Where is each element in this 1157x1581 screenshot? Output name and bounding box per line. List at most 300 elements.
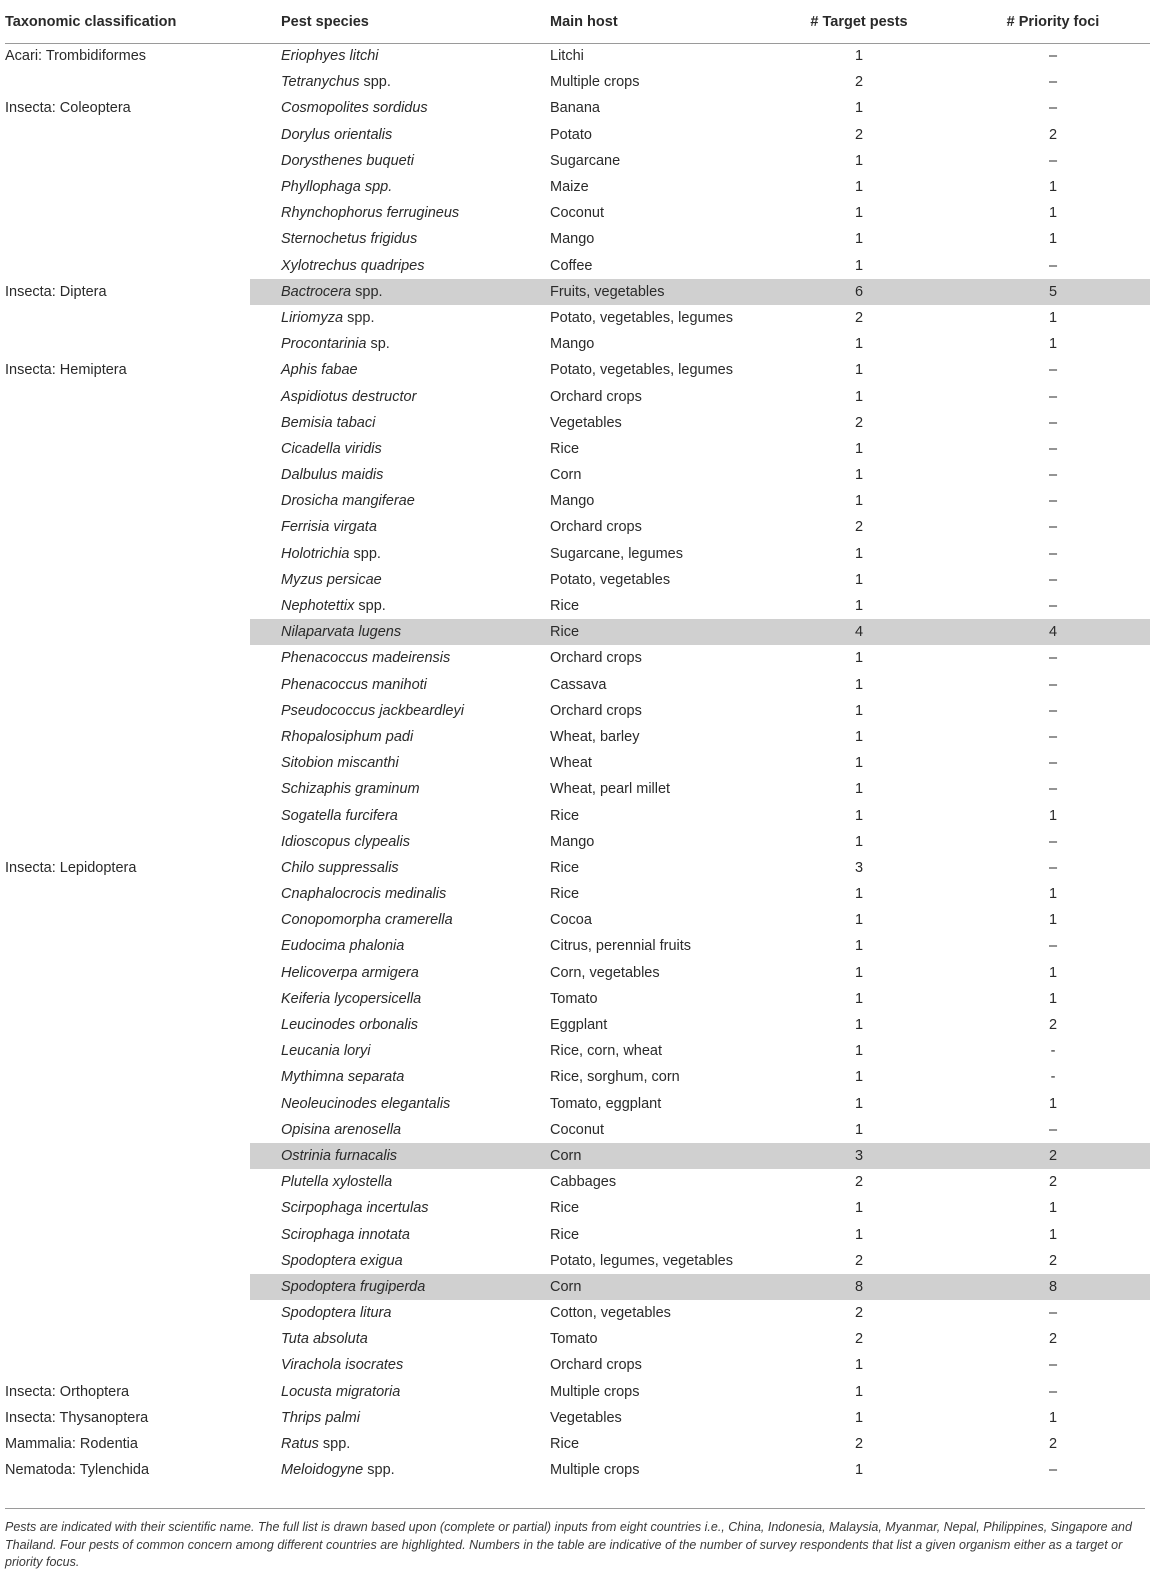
target-pests-cell: 2 bbox=[854, 1305, 864, 1322]
taxonomic-classification-cell: Insecta: Thysanoptera bbox=[5, 1409, 149, 1426]
priority-foci-cell: 4 bbox=[956, 619, 1150, 645]
table-row bbox=[5, 436, 1150, 462]
target-pests-cell: 1 bbox=[854, 336, 864, 353]
pest-species-cell bbox=[250, 95, 515, 121]
priority-foci-cell: - bbox=[1050, 1043, 1056, 1060]
taxonomic-classification-cell bbox=[5, 1169, 250, 1195]
pest-species-cell bbox=[250, 1326, 515, 1352]
table-row bbox=[5, 43, 1150, 69]
species-name: Idioscopus clypealis bbox=[281, 833, 410, 850]
main-host-cell: Orchard crops bbox=[550, 388, 642, 405]
priority-foci-cell: – bbox=[1048, 676, 1058, 693]
priority-foci-cell: – bbox=[1048, 74, 1058, 91]
main-host-cell: Mango bbox=[550, 493, 595, 510]
pest-species-cell bbox=[250, 1064, 515, 1090]
table-row bbox=[5, 1431, 1150, 1457]
pest-table bbox=[5, 0, 1150, 1483]
taxonomic-classification-cell bbox=[5, 226, 250, 252]
target-pests-cell: 1 bbox=[854, 938, 864, 955]
pest-species-cell bbox=[250, 462, 515, 488]
table-row bbox=[5, 802, 1150, 828]
species-name: Plutella xylostella bbox=[281, 1174, 393, 1191]
priority-foci-cell: – bbox=[1048, 938, 1058, 955]
pest-species-cell bbox=[250, 1248, 515, 1274]
pest-species-cell bbox=[250, 933, 515, 959]
target-pests-cell: 1 bbox=[854, 1043, 864, 1060]
table-row bbox=[5, 279, 1150, 305]
species-name: Liriomyza bbox=[281, 309, 344, 326]
main-host-cell: Wheat, pearl millet bbox=[550, 781, 671, 798]
species-name: Cosmopolites sordidus bbox=[281, 100, 428, 117]
target-pests-cell: 2 bbox=[854, 1436, 864, 1453]
table-row bbox=[5, 122, 1150, 148]
species-name: Locusta migratoria bbox=[281, 1383, 401, 1400]
target-pests-cell: 3 bbox=[854, 859, 864, 876]
main-host-cell: Rice bbox=[550, 1226, 580, 1243]
pest-species-cell bbox=[250, 514, 515, 540]
main-host-cell: Potato, legumes, vegetables bbox=[550, 1252, 733, 1269]
table-row bbox=[5, 410, 1150, 436]
pest-species-cell bbox=[250, 907, 515, 933]
priority-foci-cell: 1 bbox=[1048, 807, 1058, 824]
target-pests-cell: 1 bbox=[854, 1200, 864, 1217]
pest-species-cell bbox=[250, 148, 515, 174]
pest-species-cell bbox=[250, 1091, 515, 1117]
pest-species-cell bbox=[250, 829, 515, 855]
species-name: Tuta absoluta bbox=[281, 1331, 368, 1348]
table-row bbox=[5, 1143, 1150, 1169]
pest-species-cell bbox=[250, 802, 515, 828]
species-name: Myzus persicae bbox=[281, 571, 382, 588]
target-pests-cell: 6 bbox=[762, 279, 956, 305]
priority-foci-cell: 1 bbox=[1048, 1226, 1058, 1243]
table-row bbox=[5, 593, 1150, 619]
taxonomic-classification-cell bbox=[5, 645, 250, 671]
main-host-cell: Vegetables bbox=[550, 1409, 622, 1426]
taxonomic-classification-cell bbox=[5, 1143, 250, 1169]
target-pests-cell: 2 bbox=[854, 126, 864, 143]
species-name: Rhopalosiphum padi bbox=[281, 728, 414, 745]
target-pests-cell: 2 bbox=[854, 309, 864, 326]
table-row bbox=[5, 855, 1150, 881]
target-pests-cell: 1 bbox=[854, 467, 864, 484]
header-main-host: Main host bbox=[515, 0, 762, 43]
taxonomic-classification-cell bbox=[5, 698, 250, 724]
pest-species-cell bbox=[250, 1195, 515, 1221]
species-name: Scirophaga innotata bbox=[281, 1226, 410, 1243]
species-name: Phenacoccus manihoti bbox=[281, 676, 427, 693]
table-row bbox=[5, 1274, 1150, 1300]
pest-species-cell bbox=[250, 724, 515, 750]
header-pest-species: Pest species bbox=[250, 0, 515, 43]
main-host-cell: Fruits, vegetables bbox=[515, 279, 762, 305]
target-pests-cell: 1 bbox=[854, 755, 864, 772]
pest-species-cell bbox=[250, 122, 515, 148]
priority-foci-cell: – bbox=[1048, 728, 1058, 745]
pest-species-cell bbox=[250, 960, 515, 986]
species-name: Eudocima phalonia bbox=[281, 938, 405, 955]
target-pests-cell: 1 bbox=[854, 728, 864, 745]
main-host-cell: Coconut bbox=[550, 1121, 605, 1138]
priority-foci-cell: – bbox=[1048, 650, 1058, 667]
main-host-cell: Rice bbox=[550, 807, 580, 824]
taxonomic-classification-cell bbox=[5, 1300, 250, 1326]
main-host-cell: Tomato bbox=[550, 990, 598, 1007]
main-host-cell: Rice bbox=[550, 598, 580, 615]
taxonomic-classification-cell: Acari: Trombidiformes bbox=[5, 48, 147, 65]
pest-species-cell bbox=[250, 645, 515, 671]
table-row bbox=[5, 933, 1150, 959]
pest-species-cell bbox=[250, 436, 515, 462]
priority-foci-cell: – bbox=[1048, 362, 1058, 379]
main-host-cell: Orchard crops bbox=[550, 1357, 642, 1374]
table-row bbox=[5, 567, 1150, 593]
table-row bbox=[5, 174, 1150, 200]
priority-foci-cell: – bbox=[1048, 571, 1058, 588]
species-name: Spodoptera frugiperda bbox=[281, 1278, 426, 1295]
target-pests-cell: 1 bbox=[854, 440, 864, 457]
taxonomic-classification-cell bbox=[5, 122, 250, 148]
table-row bbox=[5, 750, 1150, 776]
pest-species-cell bbox=[250, 69, 515, 95]
target-pests-cell: 1 bbox=[854, 48, 864, 65]
species-name: Virachola isocrates bbox=[281, 1357, 404, 1374]
taxonomic-classification-cell bbox=[5, 1038, 250, 1064]
taxonomic-classification-cell bbox=[5, 1117, 250, 1143]
table-footnote: Pests are indicated with their scientific name. The full list is drawn based upon (complete or partial) inputs from eight countries i.e., China, Indonesia, Malaysia, Myanmar, Nepal, Philippines, Singapore and Thailand. Four pests of common concern among different countries are highlighted. Numbers in the table are indicative of the number of survey respondents that list a given organism either as a target or priority focus. bbox=[5, 1508, 1145, 1572]
pest-species-cell bbox=[250, 331, 515, 357]
main-host-cell: Rice, sorghum, corn bbox=[550, 1069, 680, 1086]
priority-foci-cell: – bbox=[1048, 598, 1058, 615]
table-row bbox=[5, 1326, 1150, 1352]
taxonomic-classification-cell bbox=[5, 672, 250, 698]
table-row bbox=[5, 541, 1150, 567]
table-row bbox=[5, 200, 1150, 226]
species-name: Ferrisia virgata bbox=[281, 519, 377, 536]
main-host-cell: Wheat, barley bbox=[550, 728, 640, 745]
priority-foci-cell: 2 bbox=[1048, 126, 1058, 143]
species-name: Keiferia lycopersicella bbox=[281, 990, 422, 1007]
table-header bbox=[5, 0, 1150, 43]
pest-species-cell bbox=[250, 881, 515, 907]
main-host-cell: Rice bbox=[550, 440, 580, 457]
pest-species-cell bbox=[250, 226, 515, 252]
species-name: Thrips palmi bbox=[281, 1409, 360, 1426]
main-host-cell: Cocoa bbox=[550, 912, 592, 929]
pest-species-cell bbox=[250, 410, 515, 436]
table-row bbox=[5, 1405, 1150, 1431]
species-name: Sternochetus frigidus bbox=[281, 231, 418, 248]
priority-foci-cell: – bbox=[1048, 414, 1058, 431]
taxonomic-classification-cell bbox=[5, 148, 250, 174]
species-name: Mythimna separata bbox=[281, 1069, 405, 1086]
taxonomic-classification-cell bbox=[5, 1064, 250, 1090]
table-row bbox=[5, 462, 1150, 488]
species-name: Aphis fabae bbox=[281, 362, 358, 379]
target-pests-cell: 1 bbox=[854, 1121, 864, 1138]
pest-species-cell bbox=[250, 750, 515, 776]
pest-species-cell bbox=[250, 567, 515, 593]
taxonomic-classification-cell bbox=[5, 69, 250, 95]
priority-foci-cell: 1 bbox=[1048, 179, 1058, 196]
table-row bbox=[5, 514, 1150, 540]
target-pests-cell: 1 bbox=[854, 571, 864, 588]
taxonomic-classification-cell bbox=[5, 619, 250, 645]
species-suffix: sp. bbox=[366, 336, 390, 353]
priority-foci-cell: – bbox=[1048, 493, 1058, 510]
taxonomic-classification-cell bbox=[5, 488, 250, 514]
table-row bbox=[5, 724, 1150, 750]
taxonomic-classification-cell bbox=[5, 986, 250, 1012]
taxonomic-classification-cell bbox=[5, 383, 250, 409]
taxonomic-classification-cell bbox=[5, 567, 250, 593]
species-suffix: spp. bbox=[363, 1462, 395, 1479]
species-name: Conopomorpha cramerella bbox=[281, 912, 453, 929]
pest-species-cell bbox=[250, 986, 515, 1012]
species-name: Eriophyes litchi bbox=[281, 48, 379, 65]
taxonomic-classification-cell: Insecta: Orthoptera bbox=[5, 1383, 130, 1400]
species-name: Ratus bbox=[281, 1436, 319, 1453]
main-host-cell: Multiple crops bbox=[550, 1462, 640, 1479]
pest-species-cell bbox=[250, 541, 515, 567]
taxonomic-classification-cell bbox=[5, 593, 250, 619]
header-target-pests: # Target pests bbox=[762, 0, 956, 43]
table-row bbox=[5, 148, 1150, 174]
pest-species-cell bbox=[250, 1143, 515, 1169]
priority-foci-cell: – bbox=[1048, 859, 1058, 876]
taxonomic-classification-cell bbox=[5, 1274, 250, 1300]
target-pests-cell: 4 bbox=[762, 619, 956, 645]
target-pests-cell: 1 bbox=[854, 702, 864, 719]
priority-foci-cell: – bbox=[1048, 388, 1058, 405]
pest-species-cell bbox=[250, 855, 515, 881]
main-host-cell: Cabbages bbox=[550, 1174, 617, 1191]
target-pests-cell: 1 bbox=[854, 781, 864, 798]
species-name: Bemisia tabaci bbox=[281, 414, 376, 431]
table-row bbox=[5, 1064, 1150, 1090]
table-row bbox=[5, 1379, 1150, 1405]
pest-species-cell bbox=[250, 1012, 515, 1038]
priority-foci-cell: 8 bbox=[956, 1274, 1150, 1300]
species-name: Schizaphis graminum bbox=[281, 781, 420, 798]
taxonomic-classification-cell bbox=[5, 1012, 250, 1038]
table-row bbox=[5, 1012, 1150, 1038]
target-pests-cell: 1 bbox=[854, 1409, 864, 1426]
species-name: Opisina arenosella bbox=[281, 1121, 402, 1138]
priority-foci-cell: – bbox=[1048, 519, 1058, 536]
taxonomic-classification-cell bbox=[5, 436, 250, 462]
species-name: Nilaparvata lugens bbox=[281, 624, 402, 641]
main-host-cell: Potato bbox=[550, 126, 592, 143]
species-name: Phenacoccus madeirensis bbox=[281, 650, 451, 667]
taxonomic-classification-cell bbox=[5, 829, 250, 855]
table-row bbox=[5, 253, 1150, 279]
target-pests-cell: 2 bbox=[854, 414, 864, 431]
pest-species-cell bbox=[250, 1405, 515, 1431]
main-host-cell: Mango bbox=[550, 336, 595, 353]
target-pests-cell: 1 bbox=[854, 152, 864, 169]
main-host-cell: Coffee bbox=[550, 257, 593, 274]
main-host-cell: Cotton, vegetables bbox=[550, 1305, 671, 1322]
priority-foci-cell: - bbox=[1050, 1069, 1056, 1086]
pest-species-cell bbox=[250, 776, 515, 802]
taxonomic-classification-cell bbox=[5, 200, 250, 226]
table-row bbox=[5, 1091, 1150, 1117]
target-pests-cell: 1 bbox=[854, 493, 864, 510]
pest-species-cell bbox=[250, 1117, 515, 1143]
table-row bbox=[5, 357, 1150, 383]
target-pests-cell: 1 bbox=[854, 990, 864, 1007]
priority-foci-cell: – bbox=[1048, 1357, 1058, 1374]
pest-species-cell bbox=[250, 619, 515, 645]
species-name: Cicadella viridis bbox=[281, 440, 382, 457]
pest-species-cell bbox=[250, 1457, 515, 1483]
taxonomic-classification-cell bbox=[5, 410, 250, 436]
table-row bbox=[5, 829, 1150, 855]
header-row bbox=[5, 0, 1150, 43]
priority-foci-cell: 1 bbox=[1048, 336, 1058, 353]
pest-species-cell bbox=[250, 383, 515, 409]
priority-foci-cell: 1 bbox=[1048, 1200, 1058, 1217]
target-pests-cell: 1 bbox=[854, 886, 864, 903]
pest-species-cell bbox=[250, 1038, 515, 1064]
main-host-cell: Mango bbox=[550, 833, 595, 850]
species-name: Sitobion miscanthi bbox=[281, 755, 399, 772]
table-row bbox=[5, 645, 1150, 671]
pest-species-cell bbox=[250, 305, 515, 331]
pest-species-cell bbox=[250, 279, 515, 305]
pest-species-cell bbox=[250, 1169, 515, 1195]
table-row bbox=[5, 1117, 1150, 1143]
pest-species-cell bbox=[250, 43, 515, 69]
main-host-cell: Corn, vegetables bbox=[550, 964, 660, 981]
table-row bbox=[5, 881, 1150, 907]
target-pests-cell: 1 bbox=[854, 205, 864, 222]
priority-foci-cell: 1 bbox=[1048, 912, 1058, 929]
priority-foci-cell: – bbox=[1048, 152, 1058, 169]
priority-foci-cell: 2 bbox=[1048, 1331, 1058, 1348]
main-host-cell: Potato, vegetables, legumes bbox=[550, 362, 733, 379]
priority-foci-cell: – bbox=[1048, 1305, 1058, 1322]
taxonomic-classification-cell: Insecta: Hemiptera bbox=[5, 362, 127, 379]
table-row bbox=[5, 488, 1150, 514]
species-suffix: spp. bbox=[351, 283, 383, 300]
main-host-cell: Potato, vegetables, legumes bbox=[550, 309, 733, 326]
target-pests-cell: 1 bbox=[854, 100, 864, 117]
table-row bbox=[5, 619, 1150, 645]
species-name: Leucania loryi bbox=[281, 1043, 371, 1060]
species-suffix: spp. bbox=[318, 1436, 351, 1453]
target-pests-cell: 1 bbox=[854, 257, 864, 274]
table-body bbox=[5, 43, 1150, 1483]
species-name: Leucinodes orbonalis bbox=[281, 1017, 419, 1034]
priority-foci-cell: 1 bbox=[1048, 886, 1058, 903]
taxonomic-classification-cell bbox=[5, 1352, 250, 1378]
pest-species-cell bbox=[250, 1221, 515, 1247]
main-host-cell: Multiple crops bbox=[550, 1383, 640, 1400]
target-pests-cell: 1 bbox=[854, 912, 864, 929]
taxonomic-classification-cell bbox=[5, 802, 250, 828]
main-host-cell: Rice, corn, wheat bbox=[550, 1043, 663, 1060]
main-host-cell: Litchi bbox=[550, 48, 584, 65]
taxonomic-classification-cell bbox=[5, 1248, 250, 1274]
target-pests-cell: 2 bbox=[854, 1252, 864, 1269]
table-row bbox=[5, 1221, 1150, 1247]
main-host-cell: Rice bbox=[550, 886, 580, 903]
table-row bbox=[5, 1248, 1150, 1274]
priority-foci-cell: – bbox=[1048, 833, 1058, 850]
main-host-cell: Sugarcane bbox=[550, 152, 621, 169]
target-pests-cell: 1 bbox=[854, 545, 864, 562]
taxonomic-classification-cell bbox=[5, 881, 250, 907]
target-pests-cell: 2 bbox=[854, 1174, 864, 1191]
taxonomic-classification-cell bbox=[5, 1195, 250, 1221]
target-pests-cell: 1 bbox=[854, 1357, 864, 1374]
pest-species-cell bbox=[250, 672, 515, 698]
species-name: Cnaphalocrocis medinalis bbox=[281, 886, 447, 903]
table-row bbox=[5, 1457, 1150, 1483]
table-row bbox=[5, 305, 1150, 331]
target-pests-cell: 2 bbox=[854, 74, 864, 91]
table-row bbox=[5, 69, 1150, 95]
priority-foci-cell: 2 bbox=[1048, 1252, 1058, 1269]
pest-species-cell bbox=[250, 593, 515, 619]
table-row bbox=[5, 776, 1150, 802]
taxonomic-classification-cell: Insecta: Diptera bbox=[5, 283, 107, 300]
taxonomic-classification-cell: Nematoda: Tylenchida bbox=[5, 1462, 150, 1479]
main-host-cell: Rice bbox=[550, 859, 580, 876]
taxonomic-classification-cell bbox=[5, 1221, 250, 1247]
table-row bbox=[5, 698, 1150, 724]
taxonomic-classification-cell bbox=[5, 1091, 250, 1117]
table-row bbox=[5, 331, 1150, 357]
main-host-cell: Sugarcane, legumes bbox=[550, 545, 683, 562]
main-host-cell: Orchard crops bbox=[550, 702, 642, 719]
target-pests-cell: 1 bbox=[854, 1069, 864, 1086]
taxonomic-classification-cell bbox=[5, 724, 250, 750]
pest-species-cell bbox=[250, 1300, 515, 1326]
main-host-cell: Tomato, eggplant bbox=[550, 1095, 662, 1112]
main-host-cell: Wheat bbox=[550, 755, 592, 772]
species-name: Meloidogyne bbox=[281, 1462, 364, 1479]
header-taxonomic-classification: Taxonomic classification bbox=[5, 0, 250, 43]
pest-species-cell bbox=[250, 253, 515, 279]
target-pests-cell: 1 bbox=[854, 179, 864, 196]
main-host-cell: Eggplant bbox=[550, 1017, 608, 1034]
priority-foci-cell: 1 bbox=[1048, 231, 1058, 248]
main-host-cell: Cassava bbox=[550, 676, 607, 693]
target-pests-cell: 1 bbox=[854, 807, 864, 824]
table-row bbox=[5, 1352, 1150, 1378]
target-pests-cell: 1 bbox=[854, 1462, 864, 1479]
species-name: Helicoverpa armigera bbox=[281, 964, 419, 981]
taxonomic-classification-cell bbox=[5, 305, 250, 331]
species-name: Drosicha mangiferae bbox=[281, 493, 415, 510]
species-name: Phyllophaga spp. bbox=[281, 179, 393, 196]
taxonomic-classification-cell bbox=[5, 907, 250, 933]
species-name: Spodoptera litura bbox=[281, 1305, 392, 1322]
target-pests-cell: 1 bbox=[854, 388, 864, 405]
species-name: Sogatella furcifera bbox=[281, 807, 398, 824]
target-pests-cell: 2 bbox=[854, 1331, 864, 1348]
priority-foci-cell: – bbox=[1048, 257, 1058, 274]
table-row bbox=[5, 986, 1150, 1012]
species-name: Chilo suppressalis bbox=[281, 859, 399, 876]
priority-foci-cell: 1 bbox=[1048, 1095, 1058, 1112]
table-row bbox=[5, 383, 1150, 409]
species-name: Spodoptera exigua bbox=[281, 1252, 403, 1269]
priority-foci-cell: 2 bbox=[1048, 1017, 1058, 1034]
